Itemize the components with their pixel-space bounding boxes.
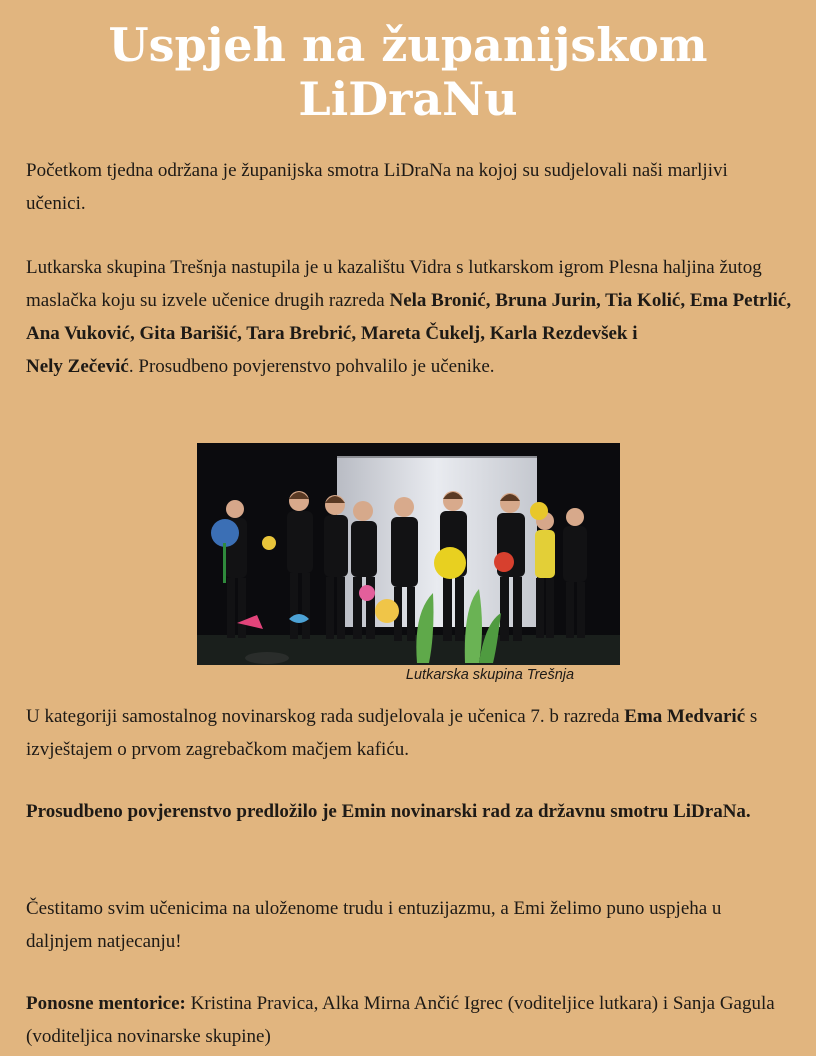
photo-caption: Lutkarska skupina Trešnja (405, 667, 575, 683)
puppet-text-before: Lutkarska skupina Trešnja nastupila je u kazalištu Vidra s lutkarskom igrom Plesna haljina žutog maslačka koju su izvele učenice drugih razreda (26, 257, 762, 311)
mentors-paragraph (26, 987, 792, 1053)
puppet-group-photo (197, 443, 620, 665)
puppet-performer-last-name: Nely Zečević (26, 356, 129, 377)
journalism-paragraph (26, 700, 792, 766)
mentors-label: Ponosne mentorice: (26, 993, 186, 1014)
puppet-performer-names: Nela Bronić, Bruna Jurin, Tia Kolić, Ema Petrlić, Ana Vuković, Gita Barišić, Tara Brebrić, Mareta Čukelj, Karla Rezdevšek i (26, 290, 792, 344)
puppet-text-after: . Prosudbeno povjerenstvo pohvalilo je učenike. (128, 356, 495, 377)
mentors-text: Kristina Pravica, Alka Mirna Ančić Igrec (voditeljice lutkara) i Sanja Gagula (voditeljica novinarske skupine) (26, 993, 775, 1047)
proposal-text: Prosudbeno povjerenstvo predložilo je Emin novinarski rad za državnu smotru LiDraNa. (26, 801, 751, 822)
journalism-text-after: s izvještajem o prvom zagrebačkom mačjem kafiću. (26, 706, 758, 760)
article-title-line-1: Uspjeh na županijskom (108, 18, 708, 72)
puppet-group-paragraph (26, 251, 792, 383)
journalism-text-before: U kategoriji samostalnog novinarskog rada sudjelovala je učenica 7. b razreda (26, 706, 625, 727)
proposal-paragraph (26, 795, 792, 828)
journalism-student-name: Ema Medvarić (624, 706, 746, 727)
article-title (0, 18, 816, 126)
article-title-line-2: LiDraNu (298, 72, 518, 126)
intro-paragraph: Početkom tjedna održana je županijska smotra LiDraNa na kojoj su sudjelovali naši marljivi učenici. (26, 160, 728, 214)
congratulations-paragraph: Čestitamo svim učenicima na uloženome trudu i entuzijazmu, a Emi želimo puno uspjeha u daljnjem natjecanju! (26, 898, 722, 952)
